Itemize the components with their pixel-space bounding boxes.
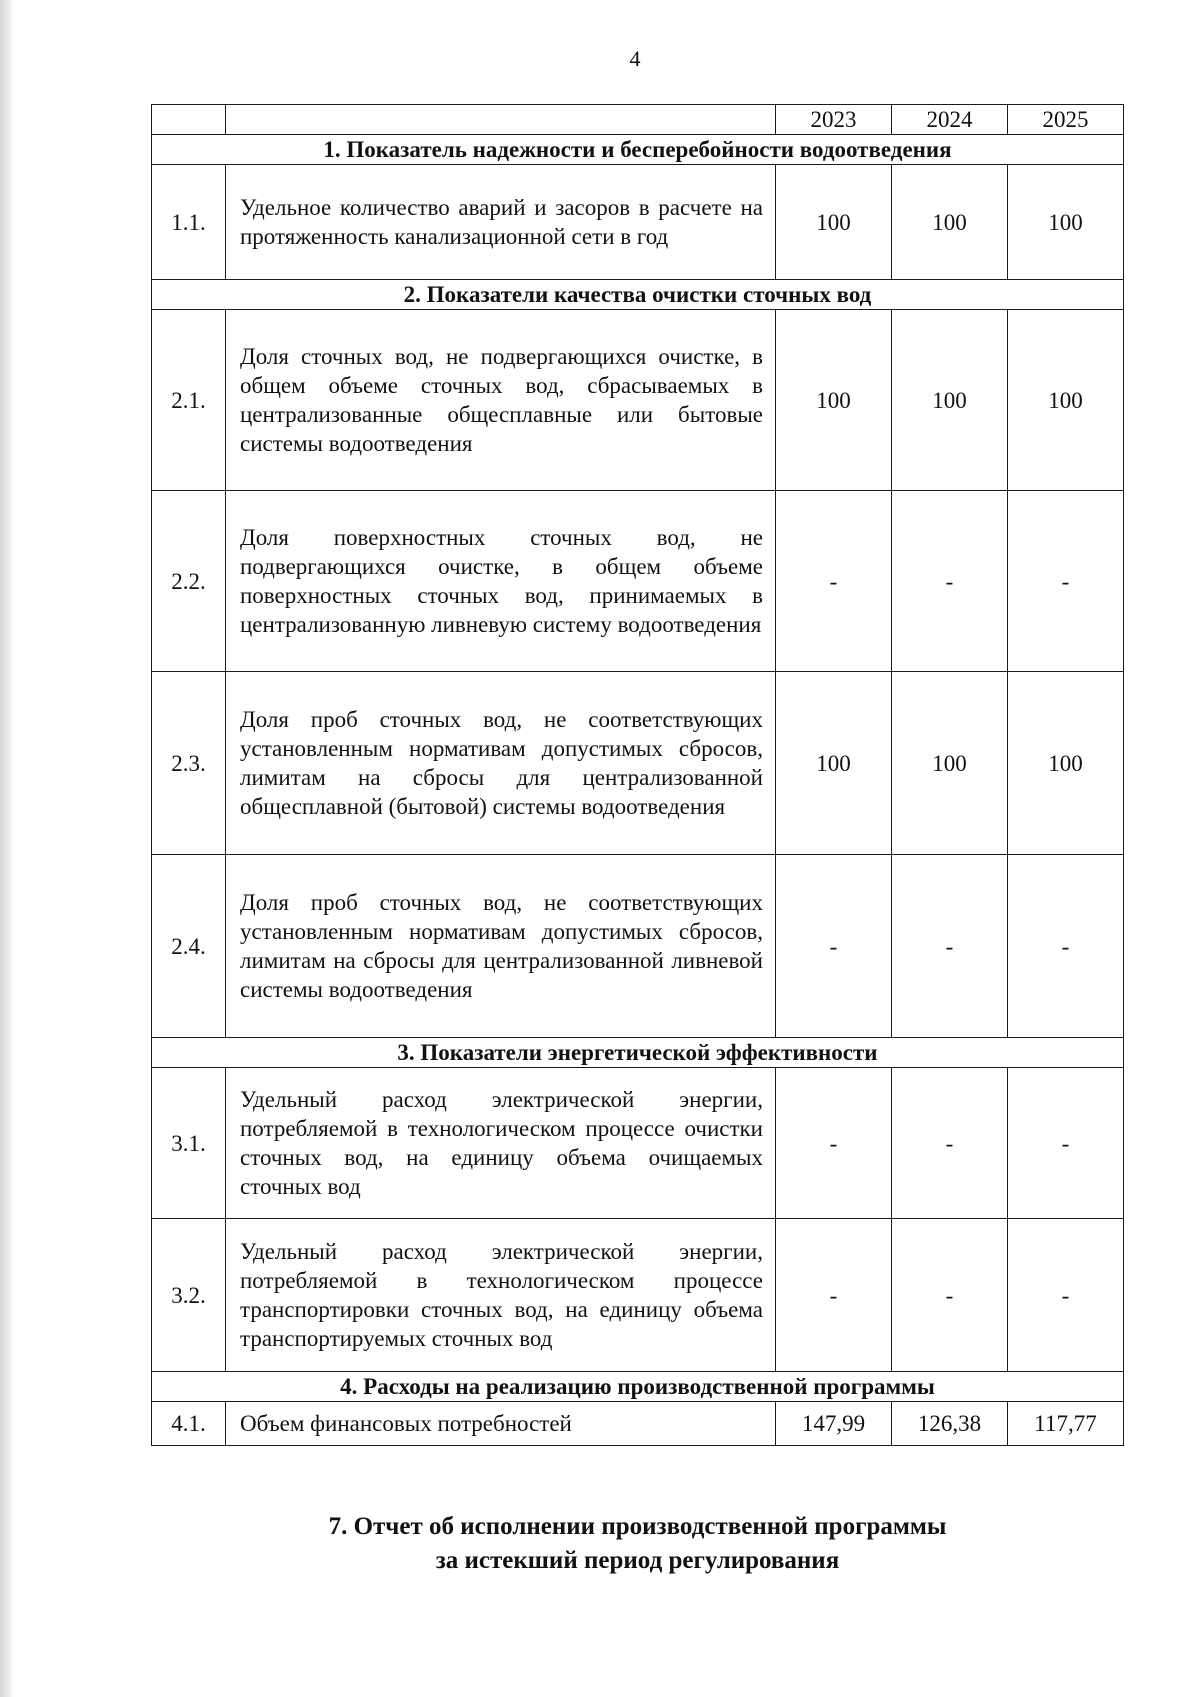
section-header-row: [152, 1038, 1124, 1068]
section-header-row: [152, 1372, 1124, 1402]
value-2024: -: [892, 1068, 1008, 1219]
header-empty-name: [226, 105, 776, 135]
value-2025: 100: [1008, 310, 1124, 491]
value-2024: 100: [892, 672, 1008, 855]
value-2023: 100: [776, 165, 892, 280]
report-title-line-1: 7. Отчет об исполнении производственной программы: [328, 1513, 947, 1540]
value-2024: -: [892, 491, 1008, 672]
value-2023: -: [776, 1068, 892, 1219]
indicator-name: Удельное количество аварий и засоров в расчете на протяженность канализационной сети в год: [226, 165, 776, 280]
indicator-name: Доля сточных вод, не подвергающихся очистке, в общем объеме сточных вод, сбрасываемых в централизованные общесплавные или бытовые системы водоотведения: [226, 310, 776, 491]
row-number: 3.2.: [152, 1219, 226, 1372]
indicator-name: Доля проб сточных вод, не соответствующих установленным нормативам допустимых сбросов, лимитам на сбросы для централизованной ливневой системы водоотведения: [226, 855, 776, 1038]
row-number: 4.1.: [152, 1402, 226, 1446]
value-2023: 100: [776, 310, 892, 491]
value-2025: -: [1008, 491, 1124, 672]
table-row: [152, 165, 1124, 280]
value-2024: 100: [892, 165, 1008, 280]
section-title: 2. Показатели качества очистки сточных вод: [152, 280, 1124, 310]
value-2023: 147,99: [776, 1402, 892, 1446]
value-2023: -: [776, 491, 892, 672]
value-2023: 100: [776, 672, 892, 855]
section-title: 3. Показатели энергетической эффективности: [152, 1038, 1124, 1068]
table-row: [152, 491, 1124, 672]
value-2024: 100: [892, 310, 1008, 491]
section-header-row: [152, 280, 1124, 310]
indicator-name: Удельный расход электрической энергии, потребляемой в технологическом процессе очистки сточных вод, на единицу объема очищаемых сточных вод: [226, 1068, 776, 1219]
value-2025: -: [1008, 855, 1124, 1038]
value-2024: -: [892, 1219, 1008, 1372]
row-number: 3.1.: [152, 1068, 226, 1219]
header-empty-num: [152, 105, 226, 135]
row-number: 2.3.: [152, 672, 226, 855]
report-title-line-2: за истекший период регулирования: [435, 1547, 840, 1574]
value-2025: -: [1008, 1219, 1124, 1372]
value-2025: 100: [1008, 165, 1124, 280]
value-2023: -: [776, 855, 892, 1038]
section-title: 1. Показатель надежности и бесперебойности водоотведения: [152, 135, 1124, 165]
table-row: [152, 1068, 1124, 1219]
page-number: 4: [629, 46, 641, 71]
year-header-row: [152, 105, 1124, 135]
section-title: 4. Расходы на реализацию производственной программы: [152, 1372, 1124, 1402]
value-2024: 126,38: [892, 1402, 1008, 1446]
row-number: 1.1.: [152, 165, 226, 280]
report-section-title: [151, 1510, 1124, 1578]
section-header-row: [152, 135, 1124, 165]
value-2024: -: [892, 855, 1008, 1038]
year-header-2024: 2024: [892, 105, 1008, 135]
indicator-name: Доля проб сточных вод, не соответствующих установленным нормативам допустимых сбросов, лимитам на сбросы для централизованной общесплавной (бытовой) системы водоотведения: [226, 672, 776, 855]
row-number: 2.4.: [152, 855, 226, 1038]
table-row: [152, 310, 1124, 491]
table-row: [152, 1219, 1124, 1372]
year-header-2025: 2025: [1008, 105, 1124, 135]
row-number: 2.2.: [152, 491, 226, 672]
value-2023: -: [776, 1219, 892, 1372]
row-number: 2.1.: [152, 310, 226, 491]
indicator-name: Объем финансовых потребностей: [226, 1402, 776, 1446]
year-header-2023: 2023: [776, 105, 892, 135]
value-2025: 100: [1008, 672, 1124, 855]
indicator-name: Доля поверхностных сточных вод, не подвергающихся очистке, в общем объеме поверхностных сточных вод, принимаемых в централизованную ливневую систему водоотведения: [226, 491, 776, 672]
table-row: [152, 855, 1124, 1038]
scan-edge-shadow: [0, 0, 14, 1697]
table-row: [152, 672, 1124, 855]
indicators-table: [151, 104, 1124, 1446]
value-2025: -: [1008, 1068, 1124, 1219]
value-2025: 117,77: [1008, 1402, 1124, 1446]
indicator-name: Удельный расход электрической энергии, потребляемой в технологическом процессе транспортировки сточных вод, на единицу объема транспортируемых сточных вод: [226, 1219, 776, 1372]
table-row: [152, 1402, 1124, 1446]
